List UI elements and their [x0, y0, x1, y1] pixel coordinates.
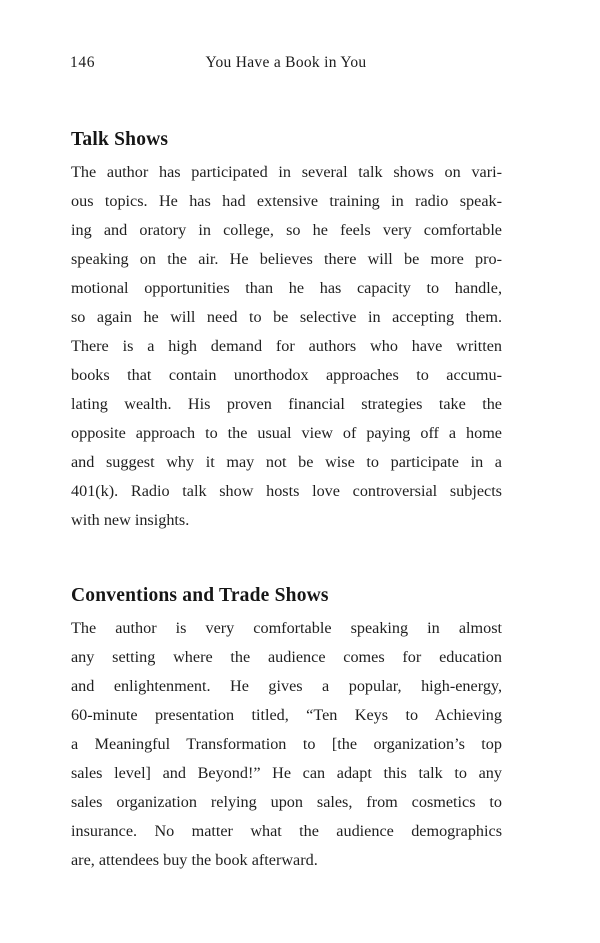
text-line: insurance. No matter what the audience demographics: [71, 822, 502, 840]
text-line: opposite approach to the usual view of paying off a home: [71, 424, 502, 442]
text-line: and enlightenment. He gives a popular, high-energy,: [71, 677, 502, 695]
text-line: speaking on the air. He believes there will be more pro-: [71, 250, 502, 268]
section-heading: Talk Shows: [71, 129, 169, 150]
text-line: any setting where the audience comes for education: [71, 648, 502, 666]
section-body: [71, 614, 502, 875]
text-line: a Meaningful Transformation to [the organization’s top: [71, 735, 502, 753]
section-conventions-trade-shows: [71, 585, 502, 875]
text-line: 401(k). Radio talk show hosts love controversial subjects: [71, 482, 502, 500]
text-line: motional opportunities than he has capacity to handle,: [71, 279, 502, 297]
page-number: 146: [70, 54, 96, 71]
text-line: books that contain unorthodox approaches to accumu-: [71, 366, 502, 384]
text-line: with new insights.: [71, 511, 190, 529]
page-content: [71, 129, 502, 875]
text-line: The author has participated in several talk shows on vari-: [71, 163, 502, 181]
text-line: 60-minute presentation titled, “Ten Keys to Achieving: [71, 706, 502, 724]
section-body: [71, 158, 502, 535]
running-title: You Have a Book in You: [205, 54, 367, 71]
text-line: sales level] and Beyond!” He can adapt this talk to any: [71, 764, 502, 782]
text-line: and suggest why it may not be wise to participate in a: [71, 453, 502, 471]
text-line: ing and oratory in college, so he feels very comfortable: [71, 221, 502, 239]
section-talk-shows: [71, 129, 502, 535]
text-line: are, attendees buy the book afterward.: [71, 851, 318, 869]
text-line: sales organization relying upon sales, from cosmetics to: [71, 793, 502, 811]
text-line: ous topics. He has had extensive training in radio speak-: [71, 192, 502, 210]
text-line: so again he will need to be selective in accepting them.: [71, 308, 502, 326]
text-line: The author is very comfortable speaking in almost: [71, 619, 502, 637]
page-header: [70, 54, 502, 74]
section-heading: Conventions and Trade Shows: [71, 585, 329, 606]
section-gap: [71, 535, 502, 585]
text-line: lating wealth. His proven financial strategies take the: [71, 395, 502, 413]
text-line: There is a high demand for authors who have written: [71, 337, 502, 355]
